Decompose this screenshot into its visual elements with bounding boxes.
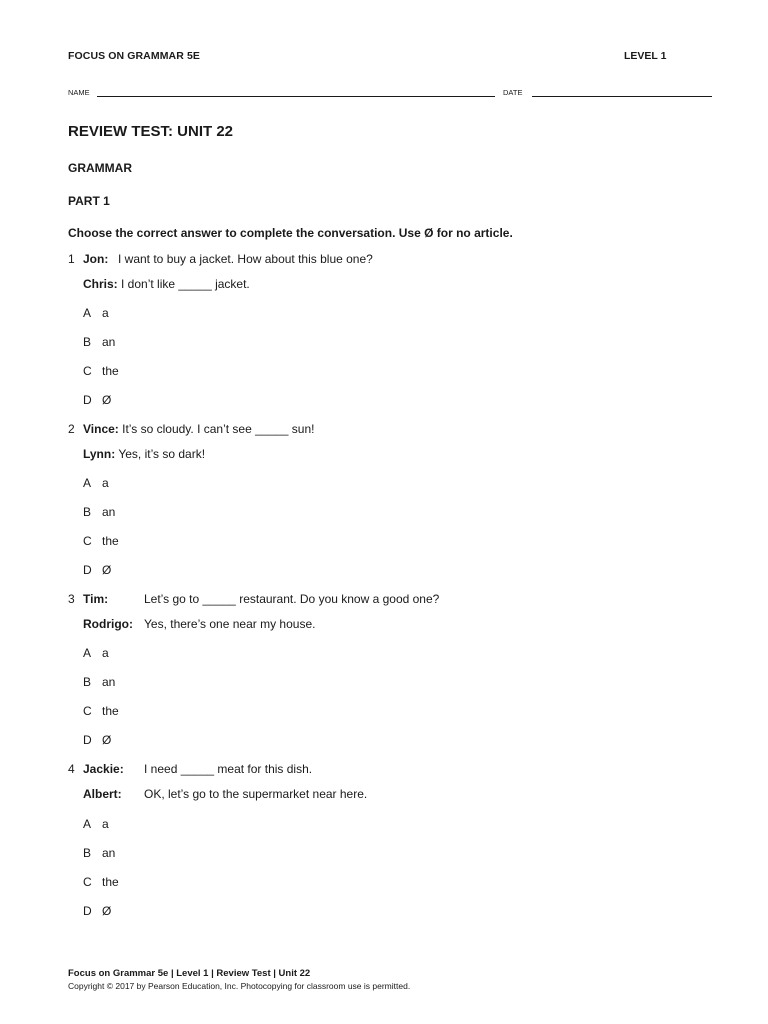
dialogue-line — [83, 447, 205, 461]
option-text: the — [102, 875, 119, 889]
answer-option-b[interactable] — [83, 505, 115, 519]
level-label: LEVEL 1 — [624, 50, 667, 62]
option-text: a — [102, 306, 109, 320]
dialogue-text: I need _____ meat for this dish. — [144, 762, 313, 776]
option-letter: C — [83, 364, 92, 378]
option-text: a — [102, 476, 109, 490]
name-field-line[interactable] — [97, 96, 495, 97]
speaker-name: Albert: — [83, 787, 122, 801]
dialogue-text: Yes, there’s one near my house. — [144, 617, 316, 631]
dialogue-text: I don’t like _____ jacket. — [121, 277, 250, 291]
option-text: an — [102, 846, 116, 860]
answer-option-c[interactable] — [83, 364, 119, 378]
footer-title: Focus on Grammar 5e | Level 1 | Review Test | Unit 22 — [68, 968, 311, 979]
dialogue-line — [83, 762, 313, 776]
option-letter: D — [83, 733, 92, 747]
dialogue-line — [83, 252, 373, 266]
option-letter: B — [83, 505, 92, 519]
option-text: the — [102, 364, 119, 378]
dialogue-line — [83, 617, 316, 631]
dialogue-line — [83, 592, 440, 606]
name-label: NAME — [68, 88, 90, 97]
option-letter: C — [83, 875, 92, 889]
question-number: 2 — [68, 422, 75, 436]
dialogue-line — [83, 787, 368, 801]
dialogue-line — [83, 422, 314, 436]
option-text: Ø — [102, 393, 112, 407]
answer-option-d[interactable] — [83, 393, 111, 407]
part-heading: PART 1 — [68, 194, 110, 208]
answer-option-c[interactable] — [83, 704, 119, 718]
answer-option-a[interactable] — [83, 817, 109, 831]
option-letter: A — [83, 646, 92, 660]
option-letter: D — [83, 904, 92, 918]
book-title: FOCUS ON GRAMMAR 5E — [68, 50, 200, 62]
option-letter: B — [83, 335, 92, 349]
option-text: Ø — [102, 904, 112, 918]
answer-option-b[interactable] — [83, 335, 115, 349]
option-letter: B — [83, 846, 92, 860]
option-letter: A — [83, 476, 92, 490]
option-letter: D — [83, 393, 92, 407]
date-label: DATE — [503, 88, 523, 97]
dialogue-text: It’s so cloudy. I can’t see _____ sun! — [122, 422, 315, 436]
speaker-name: Lynn: — [83, 447, 116, 461]
speaker-name: Jon: — [83, 252, 109, 266]
answer-option-b[interactable] — [83, 846, 115, 860]
answer-option-a[interactable] — [83, 476, 109, 490]
speaker-name: Chris: — [83, 277, 118, 291]
question-number: 1 — [68, 252, 75, 266]
option-text: an — [102, 505, 116, 519]
section-heading: GRAMMAR — [68, 161, 132, 175]
answer-option-a[interactable] — [83, 306, 109, 320]
option-letter: B — [83, 675, 92, 689]
dialogue-text: I want to buy a jacket. How about this blue one? — [118, 252, 373, 266]
question-number: 3 — [68, 592, 75, 606]
option-text: a — [102, 646, 109, 660]
page-title: REVIEW TEST: UNIT 22 — [68, 123, 234, 140]
option-text: an — [102, 335, 116, 349]
speaker-name: Vince: — [83, 422, 119, 436]
option-letter: C — [83, 534, 92, 548]
option-letter: A — [83, 817, 92, 831]
name-date-row — [68, 88, 713, 100]
instructions: Choose the correct answer to complete the conversation. Use Ø for no article. — [68, 226, 513, 240]
dialogue-text: Let’s go to _____ restaurant. Do you know a good one? — [144, 592, 440, 606]
dialogue-line — [83, 277, 250, 291]
speaker-name: Tim: — [83, 592, 109, 606]
option-letter: C — [83, 704, 92, 718]
answer-option-c[interactable] — [83, 534, 119, 548]
answer-option-d[interactable] — [83, 904, 111, 918]
answer-option-b[interactable] — [83, 675, 115, 689]
option-text: Ø — [102, 563, 112, 577]
dialogue-text: OK, let’s go to the supermarket near here. — [144, 787, 368, 801]
speaker-name: Rodrigo: — [83, 617, 133, 631]
option-text: an — [102, 675, 116, 689]
option-letter: D — [83, 563, 92, 577]
option-text: the — [102, 704, 119, 718]
answer-option-d[interactable] — [83, 563, 111, 577]
dialogue-text: Yes, it’s so dark! — [118, 447, 206, 461]
answer-option-a[interactable] — [83, 646, 109, 660]
speaker-name: Jackie: — [83, 762, 124, 776]
question-number: 4 — [68, 762, 75, 776]
option-text: a — [102, 817, 109, 831]
date-field-line[interactable] — [532, 96, 712, 97]
option-letter: A — [83, 306, 92, 320]
answer-option-d[interactable] — [83, 733, 111, 747]
answer-option-c[interactable] — [83, 875, 119, 889]
footer-copyright: Copyright © 2017 by Pearson Education, Inc. Photocopying for classroom use is permitted. — [68, 981, 411, 991]
option-text: the — [102, 534, 119, 548]
option-text: Ø — [102, 733, 112, 747]
